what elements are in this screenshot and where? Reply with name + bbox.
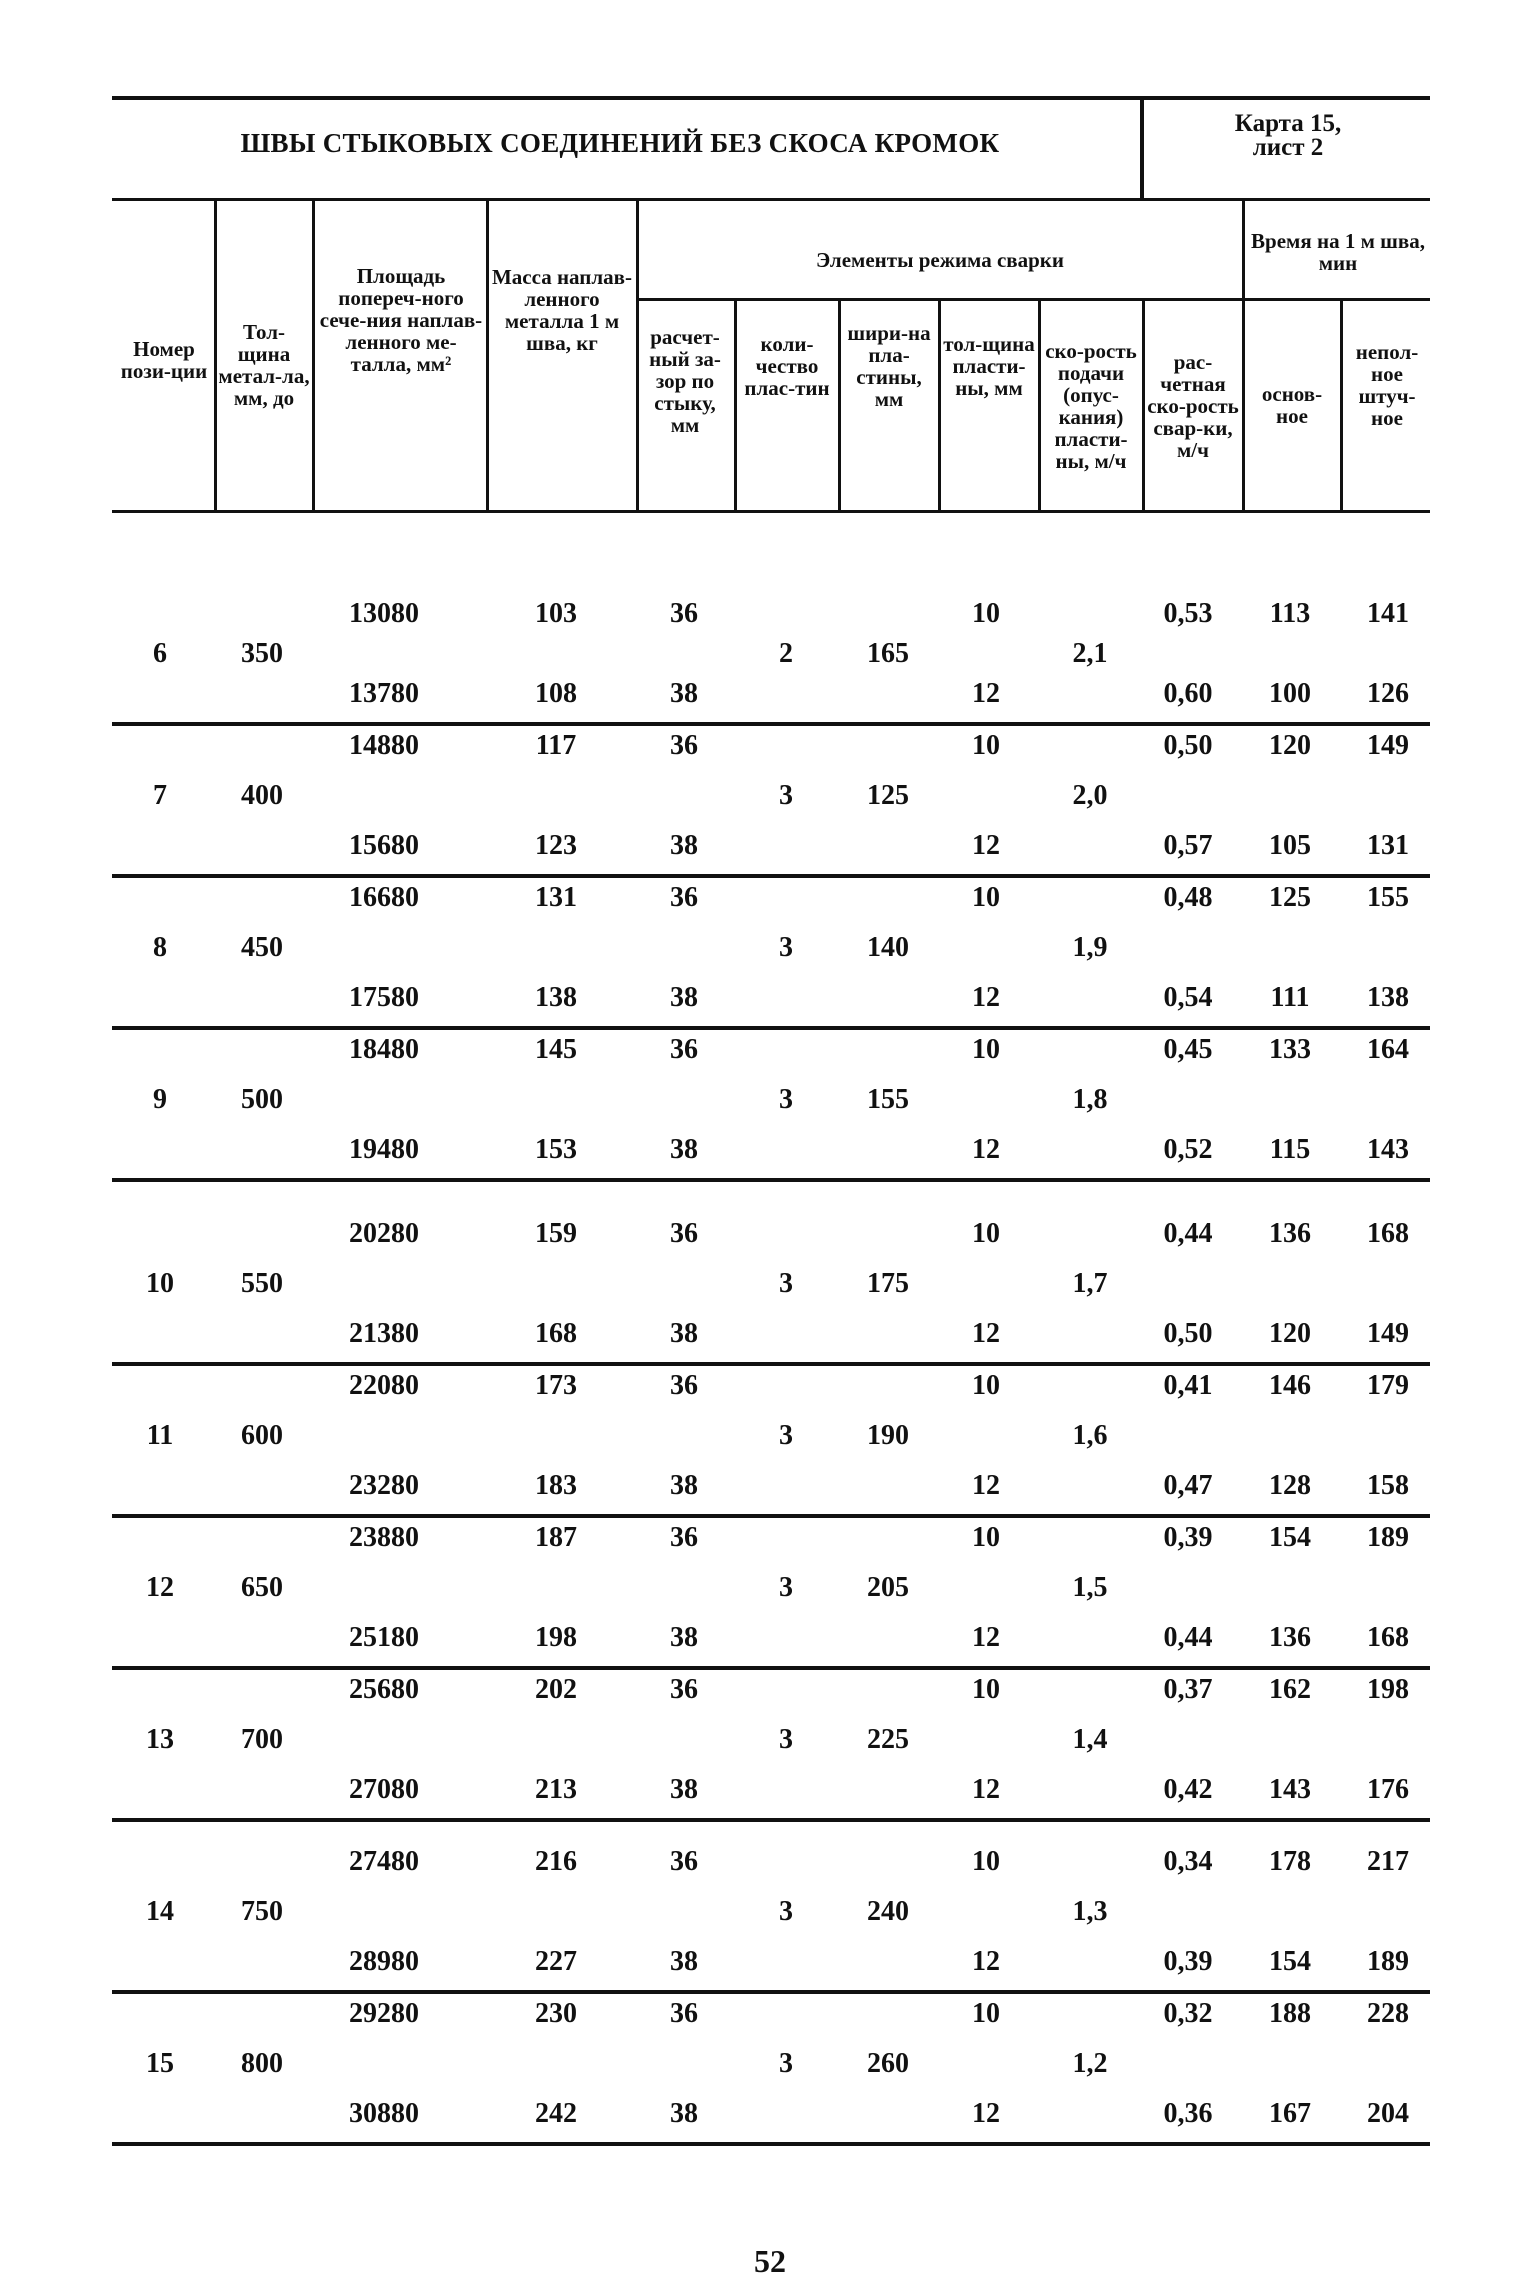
cell-weld-speed: 0,34 xyxy=(1163,1846,1213,1877)
cell-time-main: 178 xyxy=(1269,1846,1311,1877)
cell-gap: 36 xyxy=(670,1034,698,1065)
cell-plate-width: 260 xyxy=(867,2048,909,2079)
cell-time-main: 136 xyxy=(1269,1622,1311,1653)
cell-time-main: 154 xyxy=(1269,1946,1311,1977)
cell-area: 27480 xyxy=(349,1846,419,1877)
cell-plate-thickness: 10 xyxy=(972,1846,1000,1877)
cell-plate-thickness: 12 xyxy=(972,1318,1000,1349)
cell-plates-count: 3 xyxy=(779,1084,793,1115)
cell-mass: 145 xyxy=(535,1034,577,1065)
cell-feed-speed: 2,0 xyxy=(1072,780,1108,811)
cell-time-piece: 141 xyxy=(1367,598,1409,629)
cell-time-main: 120 xyxy=(1269,1318,1311,1349)
cell-weld-speed: 0,36 xyxy=(1163,2098,1213,2129)
cell-gap: 38 xyxy=(670,1774,698,1805)
cell-thickness: 550 xyxy=(241,1268,283,1299)
header-plates-count: коли-чество плас-тин xyxy=(744,332,830,400)
cell-area: 15680 xyxy=(349,830,419,861)
row-separator xyxy=(112,1514,1430,1518)
cell-area: 14880 xyxy=(349,730,419,761)
cell-gap: 36 xyxy=(670,1674,698,1705)
card-reference xyxy=(1148,112,1428,160)
header-time-main: основ-ное xyxy=(1261,382,1323,428)
cell-time-piece: 189 xyxy=(1367,1522,1409,1553)
header-divider xyxy=(1340,300,1343,512)
cell-plate-width: 125 xyxy=(867,780,909,811)
cell-weld-speed: 0,52 xyxy=(1163,1134,1213,1165)
header-plate-thickness: тол-щина пласти-ны, мм xyxy=(943,332,1035,400)
cell-mass: 202 xyxy=(535,1674,577,1705)
cell-feed-speed: 1,4 xyxy=(1072,1724,1108,1755)
cell-area: 18480 xyxy=(349,1034,419,1065)
cell-plate-thickness: 12 xyxy=(972,1946,1000,1977)
cell-feed-speed: 1,5 xyxy=(1072,1572,1108,1603)
cell-time-main: 136 xyxy=(1269,1218,1311,1249)
cell-plate-thickness: 10 xyxy=(972,1218,1000,1249)
cell-area: 28980 xyxy=(349,1946,419,1977)
cell-position: 12 xyxy=(146,1572,174,1603)
cell-weld-speed: 0,44 xyxy=(1163,1622,1213,1653)
cell-gap: 38 xyxy=(670,1622,698,1653)
cell-plate-width: 155 xyxy=(867,1084,909,1115)
cell-area: 23880 xyxy=(349,1522,419,1553)
cell-mass: 242 xyxy=(535,2098,577,2129)
cell-time-main: 162 xyxy=(1269,1674,1311,1705)
header-area: Площадь попереч-ного сече-ния наплав-ленного ме-талла, мм² xyxy=(319,264,483,376)
header-group-rule xyxy=(636,298,1430,301)
cell-plate-width: 190 xyxy=(867,1420,909,1451)
cell-feed-speed: 1,9 xyxy=(1072,932,1108,963)
row-separator xyxy=(112,874,1430,878)
cell-position: 10 xyxy=(146,1268,174,1299)
header-divider xyxy=(1038,300,1041,512)
header-divider xyxy=(838,300,841,512)
cell-area: 13780 xyxy=(349,678,419,709)
row-separator xyxy=(112,1178,1430,1182)
cell-time-main: 143 xyxy=(1269,1774,1311,1805)
cell-position: 8 xyxy=(153,932,167,963)
page-number: 52 xyxy=(754,2243,786,2279)
header-weld-speed: рас-четная ско-рость свар-ки, м/ч xyxy=(1147,350,1239,462)
cell-area: 17580 xyxy=(349,982,419,1013)
header-time-piece: непол-ное штуч-ное xyxy=(1355,340,1419,430)
cell-weld-speed: 0,44 xyxy=(1163,1218,1213,1249)
row-separator xyxy=(112,2142,1430,2146)
cell-feed-speed: 1,8 xyxy=(1072,1084,1108,1115)
cell-weld-speed: 0,53 xyxy=(1163,598,1213,629)
cell-time-piece: 228 xyxy=(1367,1998,1409,2029)
cell-mass: 216 xyxy=(535,1846,577,1877)
card-sheet: лист 2 xyxy=(1252,134,1324,161)
cell-position: 11 xyxy=(146,1420,174,1451)
header-divider xyxy=(938,300,941,512)
row-separator xyxy=(112,1990,1430,1994)
cell-gap: 36 xyxy=(670,1998,698,2029)
cell-time-main: 120 xyxy=(1269,730,1311,761)
cell-area: 23280 xyxy=(349,1470,419,1501)
cell-plate-width: 240 xyxy=(867,1896,909,1927)
cell-plate-thickness: 12 xyxy=(972,1134,1000,1165)
cell-weld-speed: 0,50 xyxy=(1163,730,1213,761)
header-mode-group: Элементы режима сварки xyxy=(815,248,1065,272)
header-mass: Масса наплав-ленного металла 1 м шва, кг xyxy=(491,265,632,355)
cell-weld-speed: 0,48 xyxy=(1163,882,1213,913)
cell-time-piece: 126 xyxy=(1367,678,1409,709)
cell-plate-thickness: 12 xyxy=(972,982,1000,1013)
cell-thickness: 700 xyxy=(241,1724,283,1755)
cell-weld-speed: 0,39 xyxy=(1163,1946,1213,1977)
cell-mass: 123 xyxy=(535,830,577,861)
cell-thickness: 350 xyxy=(241,638,283,669)
cell-plate-thickness: 10 xyxy=(972,598,1000,629)
header-divider xyxy=(1242,200,1245,512)
cell-time-piece: 143 xyxy=(1367,1134,1409,1165)
cell-time-piece: 198 xyxy=(1367,1674,1409,1705)
cell-time-main: 115 xyxy=(1269,1134,1311,1165)
row-separator xyxy=(112,1362,1430,1366)
cell-weld-speed: 0,47 xyxy=(1163,1470,1213,1501)
cell-time-main: 111 xyxy=(1270,982,1310,1013)
cell-mass: 168 xyxy=(535,1318,577,1349)
cell-gap: 36 xyxy=(670,1370,698,1401)
cell-mass: 103 xyxy=(535,598,577,629)
header-divider xyxy=(486,200,489,512)
cell-time-main: 128 xyxy=(1269,1470,1311,1501)
cell-weld-speed: 0,39 xyxy=(1163,1522,1213,1553)
cell-mass: 227 xyxy=(535,1946,577,1977)
cell-plates-count: 3 xyxy=(779,2048,793,2079)
cell-time-piece: 149 xyxy=(1367,730,1409,761)
cell-area: 30880 xyxy=(349,2098,419,2129)
cell-area: 16680 xyxy=(349,882,419,913)
cell-time-main: 146 xyxy=(1269,1370,1311,1401)
cell-position: 7 xyxy=(153,780,167,811)
cell-position: 6 xyxy=(153,638,167,669)
top-rule xyxy=(112,96,1430,100)
cell-plate-thickness: 10 xyxy=(972,882,1000,913)
cell-feed-speed: 1,6 xyxy=(1072,1420,1108,1451)
cell-area: 25180 xyxy=(349,1622,419,1653)
cell-weld-speed: 0,60 xyxy=(1163,678,1213,709)
row-separator xyxy=(112,722,1430,726)
cell-area: 22080 xyxy=(349,1370,419,1401)
cell-time-piece: 179 xyxy=(1367,1370,1409,1401)
cell-time-main: 154 xyxy=(1269,1522,1311,1553)
cell-gap: 38 xyxy=(670,1946,698,1977)
cell-time-piece: 158 xyxy=(1367,1470,1409,1501)
cell-area: 29280 xyxy=(349,1998,419,2029)
cell-position: 14 xyxy=(146,1896,174,1927)
cell-gap: 38 xyxy=(670,982,698,1013)
cell-mass: 183 xyxy=(535,1470,577,1501)
cell-plate-thickness: 12 xyxy=(972,1622,1000,1653)
cell-area: 13080 xyxy=(349,598,419,629)
cell-time-main: 188 xyxy=(1269,1998,1311,2029)
cell-plate-thickness: 10 xyxy=(972,1522,1000,1553)
cell-plate-width: 140 xyxy=(867,932,909,963)
cell-thickness: 450 xyxy=(241,932,283,963)
cell-feed-speed: 1,2 xyxy=(1072,2048,1108,2079)
cell-time-piece: 168 xyxy=(1367,1622,1409,1653)
cell-plates-count: 3 xyxy=(779,1896,793,1927)
cell-gap: 38 xyxy=(670,1134,698,1165)
cell-time-piece: 217 xyxy=(1367,1846,1409,1877)
cell-weld-speed: 0,32 xyxy=(1163,1998,1213,2029)
cell-plates-count: 3 xyxy=(779,780,793,811)
cell-weld-speed: 0,57 xyxy=(1163,830,1213,861)
cell-plate-thickness: 12 xyxy=(972,830,1000,861)
cell-plates-count: 3 xyxy=(779,1420,793,1451)
cell-plates-count: 3 xyxy=(779,932,793,963)
cell-position: 15 xyxy=(146,2048,174,2079)
cell-mass: 138 xyxy=(535,982,577,1013)
cell-plate-width: 175 xyxy=(867,1268,909,1299)
cell-mass: 159 xyxy=(535,1218,577,1249)
cell-gap: 36 xyxy=(670,1846,698,1877)
cell-gap: 36 xyxy=(670,1522,698,1553)
cell-time-main: 100 xyxy=(1269,678,1311,709)
cell-gap: 38 xyxy=(670,678,698,709)
header-position: Номер пози-ции xyxy=(120,337,208,383)
cell-time-piece: 149 xyxy=(1367,1318,1409,1349)
cell-gap: 38 xyxy=(670,2098,698,2129)
header-bottom-rule xyxy=(112,510,1430,513)
cell-time-main: 125 xyxy=(1269,882,1311,913)
header-divider xyxy=(214,200,217,512)
cell-mass: 173 xyxy=(535,1370,577,1401)
cell-time-main: 133 xyxy=(1269,1034,1311,1065)
header-divider xyxy=(1142,300,1145,512)
cell-weld-speed: 0,41 xyxy=(1163,1370,1213,1401)
cell-gap: 38 xyxy=(670,1318,698,1349)
cell-plate-thickness: 12 xyxy=(972,678,1000,709)
cell-time-piece: 138 xyxy=(1367,982,1409,1013)
cell-plate-thickness: 10 xyxy=(972,1674,1000,1705)
cell-gap: 36 xyxy=(670,598,698,629)
cell-area: 19480 xyxy=(349,1134,419,1165)
cell-thickness: 600 xyxy=(241,1420,283,1451)
row-separator xyxy=(112,1818,1430,1822)
cell-mass: 117 xyxy=(535,730,577,761)
cell-time-piece: 176 xyxy=(1367,1774,1409,1805)
header-plate-width: шири-на пла-стины, мм xyxy=(847,321,931,411)
title-card-divider xyxy=(1140,96,1144,200)
cell-plate-thickness: 10 xyxy=(972,1034,1000,1065)
cell-weld-speed: 0,37 xyxy=(1163,1674,1213,1705)
cell-mass: 230 xyxy=(535,1998,577,2029)
cell-feed-speed: 1,7 xyxy=(1072,1268,1108,1299)
cell-time-main: 113 xyxy=(1269,598,1311,629)
cell-mass: 198 xyxy=(535,1622,577,1653)
header-feed-speed: ско-рость подачи (опус-кания) пласти-ны, м/ч xyxy=(1045,339,1137,473)
cell-weld-speed: 0,50 xyxy=(1163,1318,1213,1349)
cell-plate-thickness: 12 xyxy=(972,2098,1000,2129)
cell-time-piece: 189 xyxy=(1367,1946,1409,1977)
header-divider xyxy=(312,200,315,512)
cell-plates-count: 3 xyxy=(779,1724,793,1755)
cell-plate-thickness: 12 xyxy=(972,1470,1000,1501)
cell-feed-speed: 1,3 xyxy=(1072,1896,1108,1927)
header-divider xyxy=(734,300,737,512)
cell-gap: 38 xyxy=(670,830,698,861)
cell-mass: 187 xyxy=(535,1522,577,1553)
cell-plates-count: 2 xyxy=(779,638,793,669)
cell-thickness: 500 xyxy=(241,1084,283,1115)
header-gap: расчет-ный за-зор по стыку, мм xyxy=(649,325,721,437)
cell-plate-width: 205 xyxy=(867,1572,909,1603)
cell-gap: 36 xyxy=(670,730,698,761)
cell-time-piece: 155 xyxy=(1367,882,1409,913)
cell-time-main: 167 xyxy=(1269,2098,1311,2129)
cell-mass: 131 xyxy=(535,882,577,913)
cell-area: 20280 xyxy=(349,1218,419,1249)
cell-time-piece: 164 xyxy=(1367,1034,1409,1065)
cell-position: 13 xyxy=(146,1724,174,1755)
cell-position: 9 xyxy=(153,1084,167,1115)
document-title: ШВЫ СТЫКОВЫХ СОЕДИНЕНИЙ БЕЗ СКОСА КРОМОК xyxy=(240,128,1000,158)
cell-thickness: 400 xyxy=(241,780,283,811)
row-separator xyxy=(112,1026,1430,1030)
cell-thickness: 750 xyxy=(241,1896,283,1927)
cell-plates-count: 3 xyxy=(779,1268,793,1299)
cell-plate-thickness: 10 xyxy=(972,1998,1000,2029)
cell-thickness: 800 xyxy=(241,2048,283,2079)
card-number: Карта 15, xyxy=(1234,110,1342,137)
cell-weld-speed: 0,45 xyxy=(1163,1034,1213,1065)
cell-weld-speed: 0,42 xyxy=(1163,1774,1213,1805)
cell-mass: 213 xyxy=(535,1774,577,1805)
cell-area: 21380 xyxy=(349,1318,419,1349)
cell-area: 25680 xyxy=(349,1674,419,1705)
cell-plate-thickness: 10 xyxy=(972,730,1000,761)
header-time-group: Время на 1 м шва, мин xyxy=(1251,229,1425,275)
cell-feed-speed: 2,1 xyxy=(1072,638,1108,669)
cell-gap: 38 xyxy=(670,1470,698,1501)
cell-gap: 36 xyxy=(670,882,698,913)
cell-plates-count: 3 xyxy=(779,1572,793,1603)
cell-plate-thickness: 12 xyxy=(972,1774,1000,1805)
cell-mass: 108 xyxy=(535,678,577,709)
row-separator xyxy=(112,1666,1430,1670)
cell-plate-width: 165 xyxy=(867,638,909,669)
cell-time-piece: 168 xyxy=(1367,1218,1409,1249)
cell-area: 27080 xyxy=(349,1774,419,1805)
cell-time-piece: 204 xyxy=(1367,2098,1409,2129)
cell-thickness: 650 xyxy=(241,1572,283,1603)
cell-time-piece: 131 xyxy=(1367,830,1409,861)
cell-plate-thickness: 10 xyxy=(972,1370,1000,1401)
cell-mass: 153 xyxy=(535,1134,577,1165)
cell-plate-width: 225 xyxy=(867,1724,909,1755)
cell-weld-speed: 0,54 xyxy=(1163,982,1213,1013)
cell-time-main: 105 xyxy=(1269,830,1311,861)
cell-gap: 36 xyxy=(670,1218,698,1249)
header-thickness: Тол-щина метал-ла, мм, до xyxy=(218,320,310,410)
title-bottom-rule xyxy=(112,198,1430,201)
